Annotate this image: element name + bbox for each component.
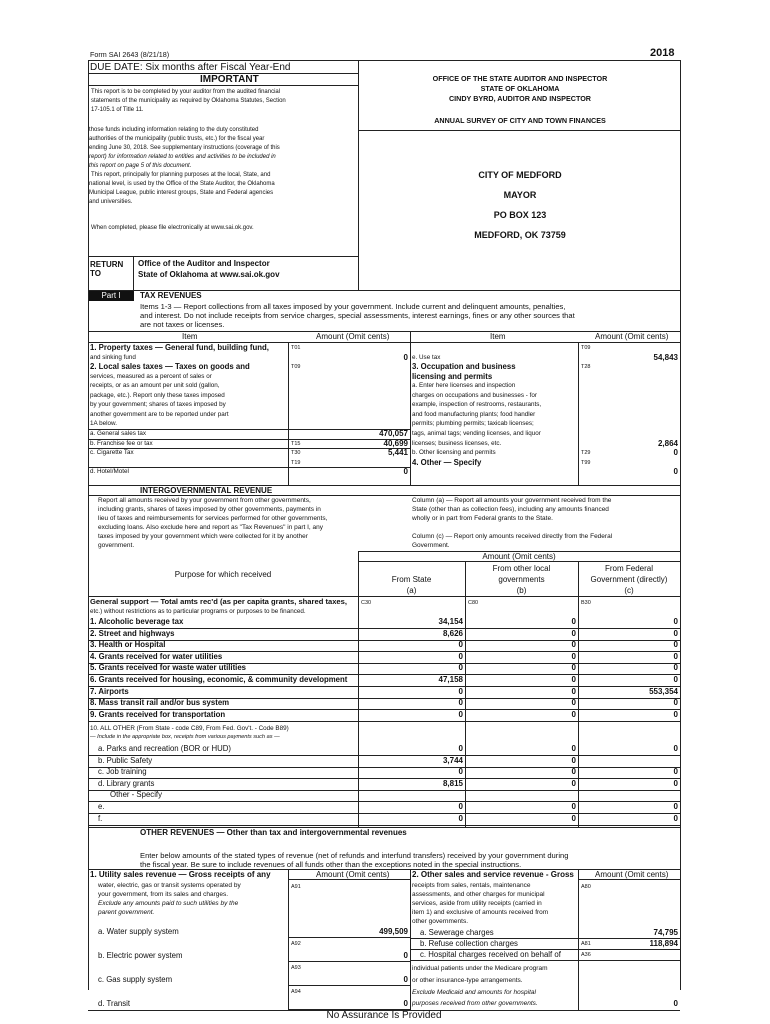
tax-code: T15 [291, 440, 301, 447]
tax-code: T99 [581, 459, 591, 466]
tax-item-label: licenses; business licenses, etc. [412, 439, 502, 447]
igr-value-federal: 553,354 [649, 686, 678, 696]
sales-value: 118,894 [649, 939, 678, 949]
other-sales-amount-head: Amount (Omit cents) [595, 870, 669, 879]
tax-item-label: b. Franchise fee or tax [90, 439, 153, 447]
office-line-1: OFFICE OF THE STATE AUDITOR AND INSPECTOR [432, 74, 608, 83]
igr-subvalue-state: 3,744 [442, 755, 463, 765]
tax-item-label: charges on occupations and businesses - for [412, 391, 537, 399]
col-amount-right: Amount (Omit cents) [595, 332, 669, 341]
tax-item-label: 1. Property taxes — General fund, building fund, [90, 343, 269, 352]
igr-row-label: 1. Alcoholic beverage tax [90, 617, 184, 626]
col-item-left: Item [182, 332, 198, 341]
other-sales-head: 2. Other sales and service revenue - Gross [412, 870, 574, 879]
igr-value-local: 0 [571, 651, 576, 661]
igr-value-state: 0 [458, 686, 463, 696]
utility-value: 0 [403, 999, 408, 1008]
igr-subvalue-state: 0 [458, 767, 463, 777]
igr-value-federal: 0 [673, 675, 678, 684]
footer-note: No Assurance Is Provided [326, 1010, 442, 1021]
col-item-right: Item [490, 332, 506, 341]
igr-row-label: 2. Street and highways [90, 628, 175, 638]
tax-code: T19 [291, 459, 301, 466]
tax-code: T09 [291, 364, 301, 371]
tax-item-label: 1A below. [90, 420, 117, 428]
return-to-address: Office of the Auditor and Inspector State of Oklahoma at www.sai.ok.gov [138, 259, 280, 279]
igr-value-local: 0 [571, 698, 576, 708]
utility-code: A92 [291, 941, 301, 947]
utility-row-label: d. Transit [98, 999, 131, 1008]
igr-row-label: 4. Grants received for water utilities [90, 651, 223, 661]
tax-item-label: receipts, or as an amount per unit sold (gallon, [90, 382, 220, 390]
igr-row-label: 7. Airports [90, 686, 129, 696]
igr-subvalue-local: 0 [571, 813, 576, 823]
hospital-value: 0 [673, 999, 678, 1008]
tax-item-label: package, etc.). Report only these taxes imposed [90, 391, 225, 399]
general-support-desc: etc.) without restrictions as to particular programs or purposes to be financed. [90, 608, 306, 615]
igr-subvalue-federal: 0 [673, 813, 678, 823]
tax-code: T30 [291, 450, 301, 457]
igr-value-state: 0 [458, 709, 463, 719]
igr-subrow-label: e. [98, 802, 105, 811]
tax-code: T01 [291, 345, 301, 351]
utility-value: 0 [403, 975, 408, 984]
igr-purpose-head: Purpose for which received [174, 570, 272, 579]
igr-value-state: 0 [458, 651, 463, 661]
igr-subvalue-local: 0 [571, 802, 576, 811]
address-po: PO BOX 123 [493, 210, 547, 220]
igr-head-state: From State (a) [391, 575, 432, 595]
igr-value-local: 0 [571, 675, 576, 684]
igr-row-label: 8. Mass transit rail and/or bus system [90, 698, 230, 708]
igr-subrow-label: b. Public Safety [98, 755, 153, 765]
tax-value: 5,441 [387, 448, 408, 458]
igr-subvalue-local: 0 [571, 755, 576, 765]
address-city: CITY OF MEDFORD [478, 170, 562, 180]
utility-value: 0 [403, 951, 408, 960]
row10-note: — Include in the appropriate box, receipts from various payments such as — [90, 734, 280, 740]
sales-value: 74,795 [653, 928, 678, 937]
tax-item-label: d. Hotel/Motel [90, 468, 129, 476]
form-number: Form SAI 2643 (8/21/18) [90, 50, 170, 59]
igr-subvalue-federal: 0 [673, 767, 678, 777]
utility-value: 499,509 [379, 927, 408, 936]
igr-head-federal: From Federal Government (directly) (c) [590, 564, 668, 595]
sales-row-label: c. Hospital charges received on behalf of [420, 950, 561, 960]
other-rev-intro-1: Enter below amounts of the stated types of revenue (net of refunds and interfund transfers) received by your government during [140, 851, 569, 860]
igr-row-label: 9. Grants received for transportation [90, 709, 226, 719]
col-amount-left: Amount (Omit cents) [316, 332, 390, 341]
utility-row-label: b. Electric power system [98, 951, 183, 960]
sales-row-label: b. Refuse collection charges [420, 939, 518, 949]
igr-amount-head: Amount (Omit cents) [482, 552, 556, 561]
survey-title: ANNUAL SURVEY OF CITY AND TOWN FINANCES [434, 116, 606, 125]
igr-subrow-label: d. Library grants [98, 778, 155, 788]
tax-item-label: e. Use tax [412, 353, 441, 361]
tax-item-label: 3. Occupation and business [412, 362, 516, 372]
tax-item-label: 2. Local sales taxes — Taxes on goods and [90, 362, 250, 372]
tax-item-label: b. Other licensing and permits [412, 449, 496, 457]
other-rev-title: OTHER REVENUES — Other than tax and intergovernmental revenues [140, 828, 407, 837]
igr-value-federal: 0 [673, 617, 678, 626]
tax-item-label: and sinking fund [90, 353, 136, 361]
igr-value-federal: 0 [673, 663, 678, 673]
tax-item-label: licensing and permits [412, 371, 493, 381]
igr-subvalue-federal: 0 [673, 778, 678, 788]
igr-value-local: 0 [571, 686, 576, 696]
igr-value-federal: 0 [673, 709, 678, 719]
utility-code: A94 [291, 989, 301, 995]
row10-label: 10. ALL OTHER (From State - code C89, From Fed. Gov't. - Code B89) [90, 725, 289, 732]
igr-row-label: 5. Grants received for waste water utilities [90, 663, 246, 673]
igr-value-local: 0 [571, 640, 576, 650]
other-rev-intro-2: the fiscal year. Be sure to include revenues of all funds other than the exceptions noted in the special instructions. [140, 860, 522, 869]
igr-subrow-label: c. Job training [98, 767, 147, 777]
igr-subvalue-state: 0 [458, 813, 463, 823]
form-year: 2018 [650, 47, 675, 59]
igr-value-state: 47,158 [438, 675, 463, 684]
tax-item-label: and food manufacturing plants; food handler [412, 410, 536, 418]
return-label: RETURN TO [90, 260, 124, 278]
tax-item-label: services, measured as a percent of sales or [90, 372, 212, 380]
igr-subvalue-local: 0 [571, 778, 576, 788]
tax-item-label: by your government; shares of taxes imposed by [90, 401, 226, 409]
tax-value: 0 [673, 448, 678, 458]
tax-value: 470,057 [379, 428, 408, 438]
tax-item-label: a. General sales tax [90, 429, 147, 437]
igr-title: INTERGOVERNMENTAL REVENUE [140, 486, 273, 495]
utility-row-label: c. Gas supply system [98, 975, 173, 984]
igr-subvalue-state: 8,815 [442, 778, 463, 788]
sales-code: A36 [581, 952, 591, 959]
utility-head: 1. Utility sales revenue — Gross receipts of any [90, 870, 271, 879]
igr-value-state: 0 [458, 640, 463, 650]
address-citystate: MEDFORD, OK 73759 [474, 230, 566, 240]
tax-item-label: example, inspection of restrooms, restaurants, [412, 401, 542, 409]
tax-item-label: a. Enter here licenses and inspection [412, 382, 516, 390]
tax-value: 54,843 [653, 352, 678, 362]
utility-row-label: a. Water supply system [98, 927, 179, 936]
office-line-2: STATE OF OKLAHOMA [480, 84, 560, 93]
igr-subvalue-state: 0 [458, 802, 463, 811]
sales-code: A81 [581, 941, 591, 948]
igr-subvalue-federal: 0 [673, 802, 678, 811]
tax-value: 2,864 [657, 438, 678, 448]
igr-value-local: 0 [571, 709, 576, 719]
office-line-3: CINDY BYRD, AUDITOR AND INSPECTOR [448, 94, 592, 103]
tax-item-label: 4. Other — Specify [412, 457, 482, 467]
part-label: Part I [88, 291, 134, 301]
igr-subvalue-local: 0 [571, 767, 576, 777]
tax-value: 0 [403, 352, 408, 362]
igr-subvalue-federal: 0 [673, 744, 678, 753]
general-support-label: General support — Total amts rec'd (as per capita grants, shared taxes, [90, 597, 347, 606]
igr-subrow-label: f. [98, 813, 103, 823]
igr-value-federal: 0 [673, 640, 678, 650]
igr-value-federal: 0 [673, 698, 678, 708]
tax-item-label: permits; plumbing permits; taxicab licenses; [412, 420, 534, 428]
igr-subrow-label: Other - Specify [110, 790, 162, 800]
igr-value-local: 0 [571, 628, 576, 638]
igr-value-state: 0 [458, 698, 463, 708]
utility-amount-head: Amount (Omit cents) [316, 870, 390, 879]
due-date: DUE DATE: Six months after Fiscal Year-End [90, 62, 291, 73]
igr-value-federal: 0 [673, 628, 678, 638]
tax-code: T29 [581, 450, 591, 457]
igr-head-local: From other local governments (b) [492, 564, 551, 595]
igr-value-local: 0 [571, 617, 576, 626]
important-heading: IMPORTANT [200, 74, 259, 85]
tax-value: 40,699 [383, 438, 408, 448]
igr-value-state: 8,626 [442, 628, 463, 638]
igr-subrow-label: a. Parks and recreation (BOR or HUD) [98, 744, 232, 753]
address-name: MAYOR [503, 190, 537, 200]
tax-value: 0 [673, 467, 678, 477]
igr-subvalue-state: 0 [458, 744, 463, 753]
igr-row-label: 6. Grants received for housing, economic, & community development [90, 675, 348, 684]
utility-code: A93 [291, 965, 301, 971]
igr-value-state: 0 [458, 663, 463, 673]
tax-item-label: c. Cigarette Tax [90, 449, 134, 457]
igr-value-local: 0 [571, 663, 576, 673]
tax-item-label: another government are to be reported under part [90, 410, 229, 418]
igr-value-state: 34,154 [438, 617, 463, 626]
igr-row-label: 3. Health or Hospital [90, 640, 166, 650]
tax-item-label: tags, animal tags; vending licenses, and liquor [412, 429, 541, 437]
tax-value: 0 [403, 467, 408, 477]
tax-code: T09 [581, 345, 591, 351]
igr-subvalue-local: 0 [571, 744, 576, 753]
part-title: TAX REVENUES [140, 291, 202, 300]
sales-row-label: a. Sewerage charges [420, 928, 494, 937]
tax-code: T28 [581, 364, 591, 371]
igr-value-federal: 0 [673, 651, 678, 661]
